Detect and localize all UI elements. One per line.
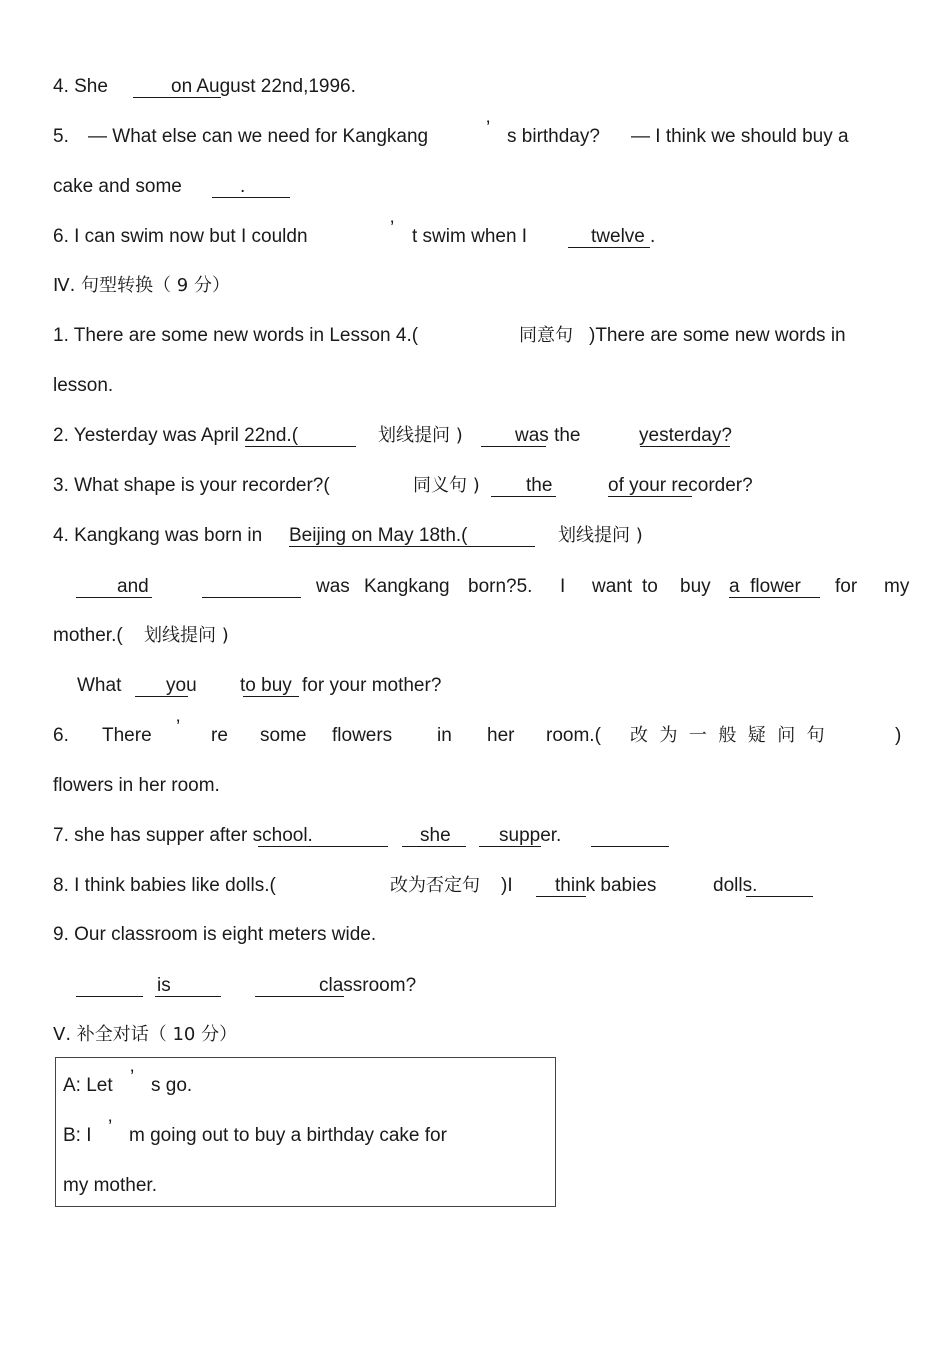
word: born?5. [468, 576, 533, 597]
s4-q5-underlined: a flower [729, 576, 801, 597]
s4-q3-text-2: the [526, 475, 553, 496]
s4-q9-text: 9. Our classroom is eight meters wide. [53, 924, 377, 945]
word: in [437, 725, 452, 746]
word: flowers [332, 725, 393, 746]
q4-text: on August 22nd,1996. [171, 76, 356, 97]
word: is [157, 975, 171, 996]
s4-q4-text-2: and [117, 576, 149, 597]
s4-q1-text-2: )There are some new words in [589, 325, 846, 346]
q5-number: 5. [53, 126, 69, 147]
s4-q4-text: 4. Kangkang was born in [53, 525, 263, 546]
s4-q1-text: 1. There are some new words in Lesson 4.( [53, 325, 419, 346]
s4-q3-instruction: 同义句 ) [413, 475, 480, 496]
word: was [316, 576, 350, 597]
word: she [420, 825, 451, 846]
s4-q1-text-3: lesson. [53, 375, 114, 396]
blank[interactable] [568, 247, 650, 248]
dialog-line-a: A: Let [63, 1075, 113, 1096]
dialog-line-b-3: my mother. [63, 1175, 157, 1196]
s4-q1-instruction: 同意句 [519, 325, 573, 346]
s4-q6-text-2: flowers in her room. [53, 775, 220, 796]
s4-q8-text: 8. I think babies like dolls.( [53, 875, 276, 896]
word: Kangkang [364, 576, 450, 597]
word: room.( [546, 725, 601, 746]
paren: ) [895, 725, 902, 746]
apostrophe: ’ [130, 1067, 135, 1088]
s4-q5-text: mother.( [53, 625, 123, 646]
dialog-line-a-2: s go. [151, 1075, 193, 1096]
s4-q8-text-3: think babies [555, 875, 657, 896]
s4-q8-text-4: dolls. [713, 875, 758, 896]
q5-continued: cake and some [53, 176, 182, 197]
blank[interactable] [479, 846, 541, 847]
word: you [166, 675, 197, 696]
blank[interactable] [481, 446, 546, 447]
q6-text: 6. I can swim now but I couldn [53, 226, 308, 247]
s4-q3-text-3: of your recorder? [608, 475, 753, 496]
s4-q7-text: 7. she has supper after school. [53, 825, 313, 846]
s4-q2-instruction: 划线提问 ) [378, 425, 463, 446]
s4-q2-text-2: was the [515, 425, 581, 446]
q5-answer: — I think we should buy a [631, 126, 849, 147]
blank[interactable] [536, 896, 586, 897]
blank[interactable] [212, 197, 290, 198]
word: for [835, 576, 858, 597]
q6-answer: twelve [591, 226, 645, 247]
word: my [884, 576, 910, 597]
s4-q3-text: 3. What shape is your recorder?( [53, 475, 330, 496]
word: buy [680, 576, 711, 597]
s4-q4-instruction: 划线提问 ) [558, 525, 643, 546]
s4-q8-instruction: 改为否定句 [390, 875, 480, 896]
apostrophe: ’ [176, 717, 181, 738]
blank[interactable] [243, 696, 299, 697]
s4-q2-text: 2. Yesterday was April 22nd.( [53, 425, 299, 446]
blank[interactable] [76, 996, 143, 997]
blank[interactable] [591, 846, 669, 847]
underline [289, 546, 535, 547]
s4-q6-number: 6. [53, 725, 69, 746]
word: re [211, 725, 228, 746]
word: to [642, 576, 658, 597]
word: to buy [240, 675, 292, 696]
blank[interactable] [76, 597, 152, 598]
underline [245, 446, 356, 447]
underline [729, 597, 820, 598]
s4-q6-instruction: 改 为 一 般 疑 问 句 [630, 725, 825, 746]
q4-prefix: 4. She [53, 76, 108, 97]
blank[interactable] [135, 696, 188, 697]
section-5-heading: Ⅴ. 补全对话（ 10 分） [53, 1024, 238, 1045]
blank[interactable] [133, 97, 221, 98]
blank[interactable] [608, 496, 692, 497]
s4-q9-text-2: classroom? [319, 975, 417, 996]
section-4-heading: Ⅳ. 句型转换（ 9 分） [53, 275, 230, 296]
word: her [487, 725, 515, 746]
dialog-line-b: B: I [63, 1125, 92, 1146]
s4-q5-instruction: 划线提问 ) [144, 625, 229, 646]
word: supper. [499, 825, 562, 846]
blank[interactable] [155, 996, 221, 997]
blank[interactable] [746, 896, 813, 897]
s4-q5-text-2: What [77, 675, 122, 696]
apostrophe: ’ [486, 118, 491, 139]
s4-q4-underlined: Beijing on May 18th.( [289, 525, 468, 546]
s4-q5-text-3: for your mother? [302, 675, 442, 696]
q5-text: — What else can we need for Kangkang [88, 126, 429, 147]
q6-period: . [650, 226, 656, 247]
blank[interactable] [640, 446, 730, 447]
blank[interactable] [202, 597, 301, 598]
s4-q2-text-3: yesterday? [639, 425, 732, 446]
word: want [592, 576, 633, 597]
q5-text-2: s birthday? [507, 126, 600, 147]
word: I [560, 576, 566, 597]
q5-period: . [240, 176, 246, 197]
word: some [260, 725, 307, 746]
q6-text-2: t swim when I [412, 226, 528, 247]
blank[interactable] [402, 846, 466, 847]
s4-q8-text-2: )I [501, 875, 513, 896]
word: There [102, 725, 152, 746]
blank[interactable] [255, 996, 344, 997]
apostrophe: ’ [390, 218, 395, 239]
dialog-line-b-2: m going out to buy a birthday cake for [129, 1125, 447, 1146]
underline [258, 846, 388, 847]
apostrophe: ’ [108, 1117, 113, 1138]
blank[interactable] [491, 496, 556, 497]
